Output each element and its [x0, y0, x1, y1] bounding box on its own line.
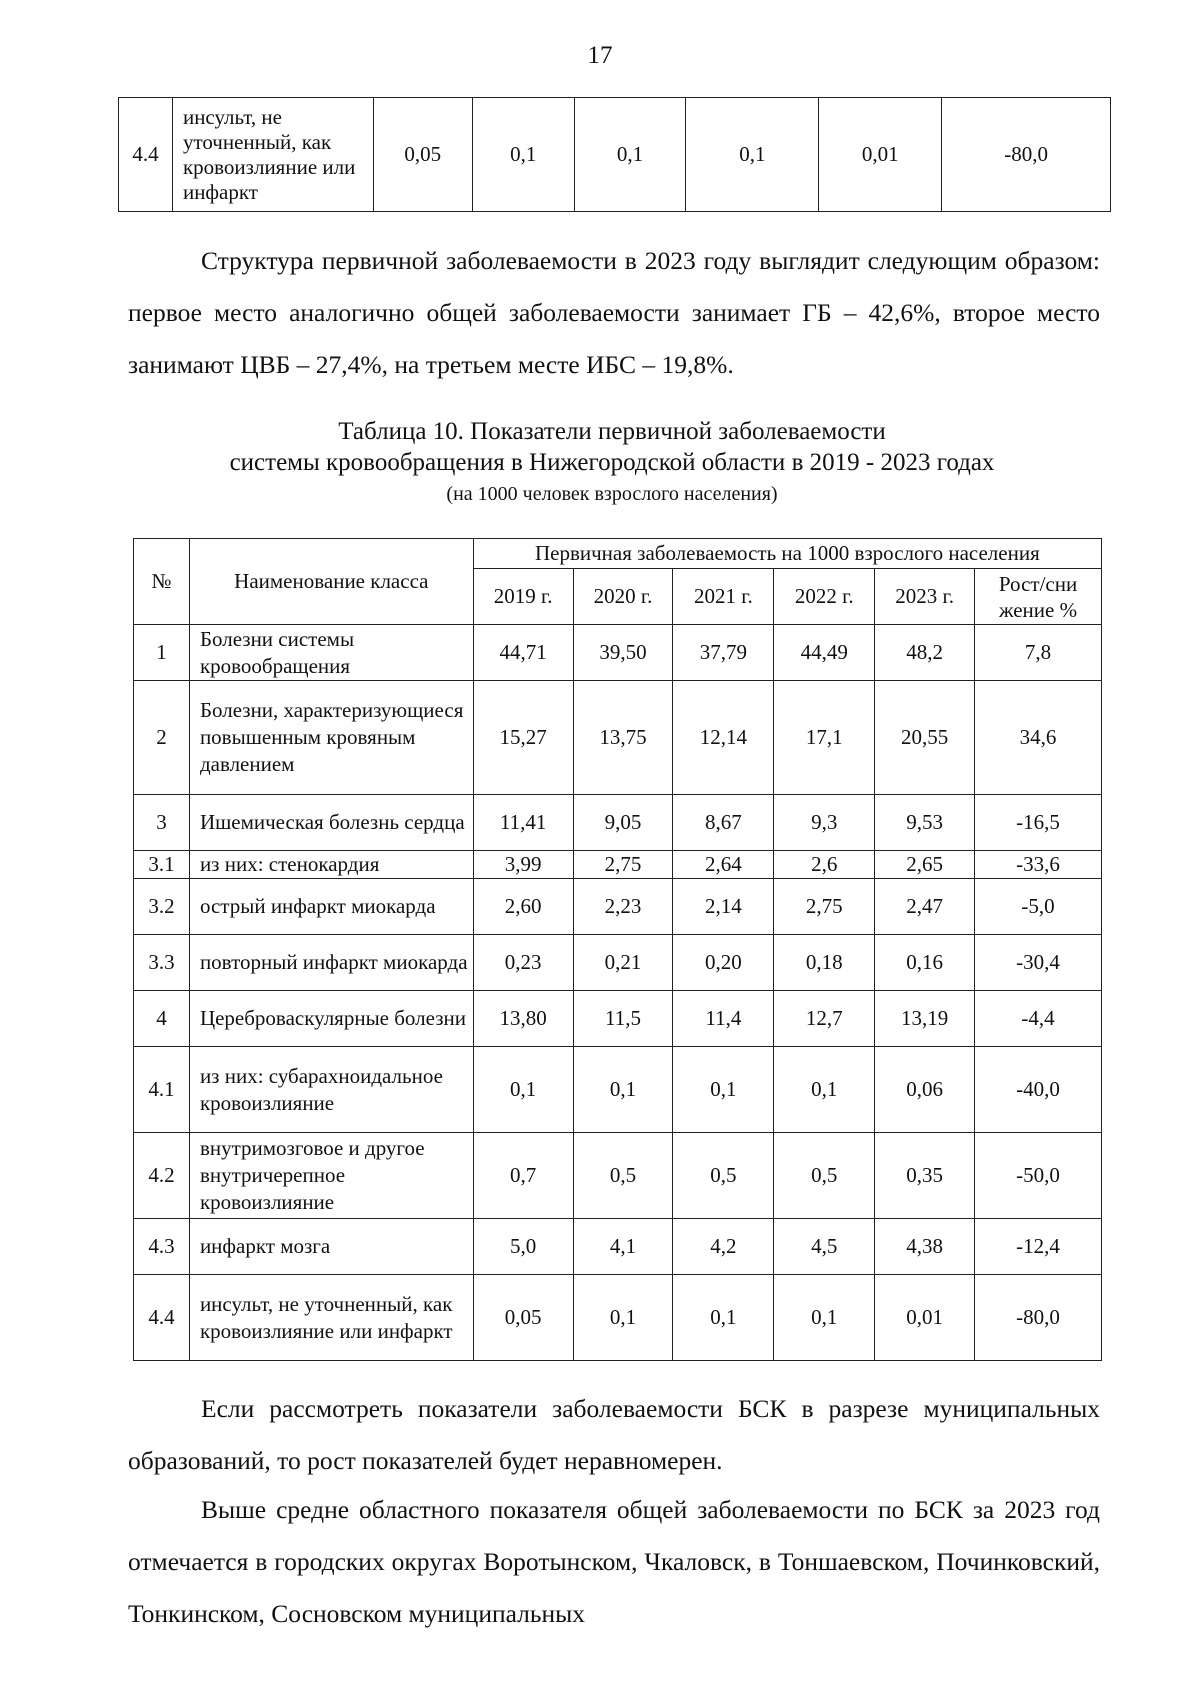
row-number: 3 — [134, 795, 190, 851]
change-cell: -33,6 — [975, 851, 1102, 879]
table-row — [134, 681, 1102, 795]
change-cell: -30,4 — [975, 935, 1102, 991]
table-row — [134, 1047, 1102, 1133]
class-name-cell: Цереброваскулярные болезни — [189, 991, 473, 1047]
header-change: Рост/сни жение % — [975, 569, 1102, 625]
table-body — [134, 625, 1102, 1361]
change-cell: 34,6 — [975, 681, 1102, 795]
header-year: 2023 г. — [875, 569, 975, 625]
change-cell: -16,5 — [975, 795, 1102, 851]
change-cell: -40,0 — [975, 1047, 1102, 1133]
class-name-cell: инсульт, не уточненный, как кровоизлияние или инфаркт — [172, 98, 373, 212]
paragraph-text: Если рассмотреть показатели заболеваемости БСК в разрезе муниципальных образований, то рост показателей будет неравномерен. — [128, 1394, 1100, 1475]
class-name-cell: из них: субарахноидальное кровоизлияние — [189, 1047, 473, 1133]
change-cell: -4,4 — [975, 991, 1102, 1047]
value-cell: 20,55 — [875, 681, 975, 795]
value-cell: 11,4 — [673, 991, 774, 1047]
header-year: 2022 г. — [774, 569, 875, 625]
table-row — [119, 98, 1111, 212]
row-number: 4.4 — [119, 98, 173, 212]
class-name-cell: Болезни системы кровообращения — [189, 625, 473, 681]
value-cell: 0,1 — [573, 1275, 673, 1361]
row-number: 4.1 — [134, 1047, 190, 1133]
value-cell: 0,1 — [473, 1047, 573, 1133]
change-cell: -80,0 — [975, 1275, 1102, 1361]
value-cell: 2,64 — [673, 851, 774, 879]
paragraph-text: Выше средне областного показателя общей заболеваемости по БСК за 2023 год отмечается в городских округах Воротынском, Чкаловск, в Тоншаевском, Починковский, Тонкинском, Сосновском муниципальных — [128, 1495, 1100, 1628]
value-cell: 4,5 — [774, 1219, 875, 1275]
class-name-cell: Ишемическая болезнь сердца — [189, 795, 473, 851]
value-cell: 0,23 — [473, 935, 573, 991]
value-cell: 44,49 — [774, 625, 875, 681]
value-cell: 4,2 — [673, 1219, 774, 1275]
table-row — [134, 1133, 1102, 1219]
row-number: 4.3 — [134, 1219, 190, 1275]
value-cell: 0,1 — [774, 1047, 875, 1133]
class-name-cell: из них: стенокардия — [189, 851, 473, 879]
value-cell: 0,21 — [573, 935, 673, 991]
header-year: 2019 г. — [473, 569, 573, 625]
morbidity-table — [133, 538, 1102, 1361]
continuation-table — [118, 97, 1111, 212]
value-cell: 4,38 — [875, 1219, 975, 1275]
page-number: 17 — [587, 42, 613, 69]
value-cell: 9,53 — [875, 795, 975, 851]
value-cell: 3,99 — [473, 851, 573, 879]
value-cell: 9,05 — [573, 795, 673, 851]
value-cell: 2,14 — [673, 879, 774, 935]
value-cell: 0,05 — [373, 98, 472, 212]
class-name-cell: Болезни, характеризующиеся повышенным кровяным давлением — [189, 681, 473, 795]
class-name-cell: инсульт, не уточненный, как кровоизлияние или инфаркт — [189, 1275, 473, 1361]
value-cell: 2,47 — [875, 879, 975, 935]
table-caption-subtitle: системы кровообращения в Нижегородской области в 2019 - 2023 годах — [229, 449, 995, 476]
change-cell: 7,8 — [975, 625, 1102, 681]
table-row — [134, 991, 1102, 1047]
value-cell: 0,06 — [875, 1047, 975, 1133]
value-cell: 13,75 — [573, 681, 673, 795]
header-year: 2021 г. — [673, 569, 774, 625]
value-cell: 4,1 — [573, 1219, 673, 1275]
value-cell: 13,80 — [473, 991, 573, 1047]
change-cell: -5,0 — [975, 879, 1102, 935]
value-cell: 15,27 — [473, 681, 573, 795]
table-caption-units: (на 1000 человек взрослого населения) — [446, 483, 778, 505]
header-row — [134, 539, 1102, 569]
value-cell: 0,18 — [774, 935, 875, 991]
value-cell: 0,1 — [673, 1047, 774, 1133]
row-number: 1 — [134, 625, 190, 681]
header-class-name: Наименование класса — [189, 539, 473, 625]
value-cell: 12,14 — [673, 681, 774, 795]
value-cell: 13,19 — [875, 991, 975, 1047]
table-row — [134, 935, 1102, 991]
value-cell: 0,05 — [473, 1275, 573, 1361]
row-number: 4.2 — [134, 1133, 190, 1219]
value-cell: 0,1 — [686, 98, 819, 212]
change-cell: -12,4 — [975, 1219, 1102, 1275]
value-cell: 17,1 — [774, 681, 875, 795]
value-cell: 2,65 — [875, 851, 975, 879]
paragraph-structure — [128, 235, 1100, 391]
table-row — [134, 879, 1102, 935]
value-cell: 8,67 — [673, 795, 774, 851]
value-cell: 0,7 — [473, 1133, 573, 1219]
class-name-cell: острый инфаркт миокарда — [189, 879, 473, 935]
value-cell: 9,3 — [774, 795, 875, 851]
value-cell: 0,1 — [573, 1047, 673, 1133]
row-number: 4 — [134, 991, 190, 1047]
class-name-cell: инфаркт мозга — [189, 1219, 473, 1275]
value-cell: 2,60 — [473, 879, 573, 935]
paragraph-text: Структура первичной заболеваемости в 2023 году выглядит следующим образом: первое место аналогично общей заболеваемости занимает ГБ – 42,6%, второе место занимают ЦВБ – 27,4%, на третьем месте ИБС – 19,8%. — [128, 246, 1100, 379]
row-number: 3.2 — [134, 879, 190, 935]
value-cell: 0,01 — [819, 98, 942, 212]
table-row — [134, 851, 1102, 879]
table-row — [134, 795, 1102, 851]
header-group: Первичная заболеваемость на 1000 взрослого населения — [473, 539, 1101, 569]
class-name-cell: повторный инфаркт миокарда — [189, 935, 473, 991]
change-cell: -80,0 — [942, 98, 1111, 212]
value-cell: 0,01 — [875, 1275, 975, 1361]
value-cell: 11,5 — [573, 991, 673, 1047]
value-cell: 11,41 — [473, 795, 573, 851]
value-cell: 0,1 — [472, 98, 574, 212]
paragraph-regions — [128, 1484, 1100, 1640]
value-cell: 0,1 — [673, 1275, 774, 1361]
row-number: 2 — [134, 681, 190, 795]
value-cell: 39,50 — [573, 625, 673, 681]
table-caption-title: Таблица 10. Показатели первичной заболеваемости — [338, 418, 886, 445]
value-cell: 0,5 — [573, 1133, 673, 1219]
table-row — [134, 625, 1102, 681]
table-row — [134, 1219, 1102, 1275]
table-row — [134, 1275, 1102, 1361]
value-cell: 0,1 — [574, 98, 686, 212]
value-cell: 37,79 — [673, 625, 774, 681]
row-number: 4.4 — [134, 1275, 190, 1361]
header-number: № — [134, 539, 190, 625]
value-cell: 5,0 — [473, 1219, 573, 1275]
value-cell: 0,16 — [875, 935, 975, 991]
value-cell: 2,75 — [774, 879, 875, 935]
change-cell: -50,0 — [975, 1133, 1102, 1219]
value-cell: 0,1 — [774, 1275, 875, 1361]
value-cell: 2,6 — [774, 851, 875, 879]
value-cell: 0,5 — [673, 1133, 774, 1219]
value-cell: 0,35 — [875, 1133, 975, 1219]
value-cell: 48,2 — [875, 625, 975, 681]
value-cell: 12,7 — [774, 991, 875, 1047]
value-cell: 2,23 — [573, 879, 673, 935]
header-year: 2020 г. — [573, 569, 673, 625]
value-cell: 44,71 — [473, 625, 573, 681]
class-name-cell: внутримозговое и другое внутричерепное кровоизлияние — [189, 1133, 473, 1219]
row-number: 3.3 — [134, 935, 190, 991]
row-number: 3.1 — [134, 851, 190, 879]
value-cell: 0,5 — [774, 1133, 875, 1219]
paragraph-municipal — [128, 1383, 1100, 1487]
value-cell: 0,20 — [673, 935, 774, 991]
value-cell: 2,75 — [573, 851, 673, 879]
